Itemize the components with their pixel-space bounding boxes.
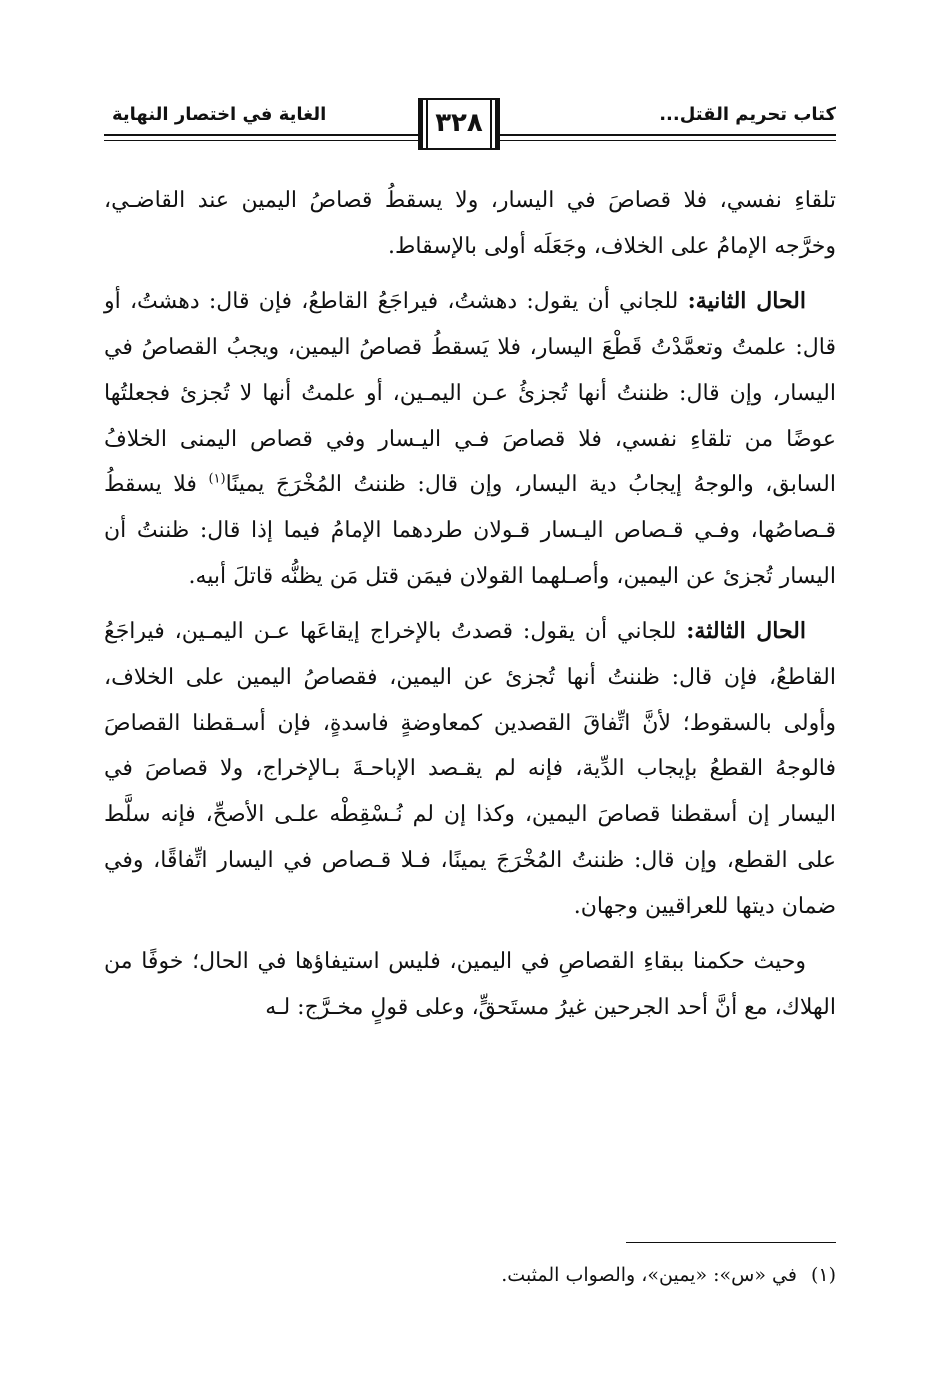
main-text <box>104 178 836 1041</box>
paragraph-text-continued: فلا يسقطُ قـصاصُها، وفـي قـصاص اليـسار قـولان طردهما الإمامُ فيما إذا قال: ظننتُ أن اليسار تُجزئ عن اليمين، وأصـلهما القولان فيمَن قتل مَن يظنُّه قاتلَ أبيه. <box>104 472 836 589</box>
frame-top-line <box>418 98 500 100</box>
paragraph-third-case <box>104 609 836 929</box>
paragraph-text: للجاني أن يقول: قصدتُ بالإخراج إيقاعَها عـن اليمـين، فيراجَعُ القاطعُ، فإن قال: ظننتُ أنها تُجزئ عن اليمين، فقصاصُ اليمين على الخلاف، وأولى بالسقوط؛ لأنَّ اتِّفاقَ القصدين كمعاوضةٍ فاسدةٍ، فإن أسـقطنا القصاصَ فالوجهُ القطعُ بإيجاب الدِّية، فإنه لم يقـصد الإباحـةَ بـالإخراج، ولا قصاصَ في اليسار إن أسقطنا قصاصَ اليمين، وكذا إن لم نُـسْقِطْه علـى الأصحِّ، فإنه سلَّط على القطع، وإن قال: ظننتُ المُخْرَجَ يمينًا، فـلا قـصاص في اليسار اتِّفاقًا، وفي ضمان ديتها للعراقيين وجهان. <box>104 619 836 919</box>
footnote-separator <box>626 1242 836 1243</box>
frame-bar-left-inner <box>426 98 428 150</box>
footnote-text: في «س»: «يمين»، والصواب المثبت. <box>501 1264 797 1286</box>
footnote-number: (١) <box>810 1264 836 1286</box>
frame-bar-left-outer <box>418 98 423 150</box>
frame-bar-right-inner <box>490 98 492 150</box>
running-header-book-title: الغاية في اختصار النهاية <box>112 104 327 125</box>
frame-bar-right-outer <box>495 98 500 150</box>
frame-bottom-line <box>418 148 500 150</box>
running-header-chapter-title: كتاب تحريم القتل... <box>659 104 836 125</box>
page-number-frame <box>418 98 500 150</box>
paragraph-heading: الحال الثانية: <box>687 288 806 315</box>
footnote-reference[interactable]: (١) <box>208 471 226 487</box>
page-number: ٣٢٨ <box>435 108 483 138</box>
footnote <box>104 1262 836 1288</box>
paragraph-heading: الحال الثالثة: <box>686 618 806 645</box>
paragraph-text: تلقاءِ نفسي، فلا قصاصَ في اليسار، ولا يسقطُ قصاصُ اليمين عند القاضـي، وخرَّجه الإمامُ على الخلاف، وجَعَلَه أولى بالإسقاط. <box>104 188 836 259</box>
paragraph-text: وحيث حكمنا ببقاءِ القصاصِ في اليمين، فليس استيفاؤها في الحال؛ خوفًا من الهلاك، مع أنَّ أحد الجرحين غيرُ مستَحقٍّ، وعلى قولٍ مخـرَّج: لـه <box>104 949 836 1020</box>
paragraph-closing <box>104 939 836 1030</box>
paragraph-text: للجاني أن يقول: دهشتُ، فيراجَعُ القاطعُ، فإن قال: دهشتُ، أو قال: علمتُ وتعمَّدْتُ قَطْعَ اليسار، فلا يَسقطُ قصاصُ اليمين، ويجبُ القصاصُ في اليسار، وإن قال: ظننتُ أنها تُجزئُ عـن اليمـين، أو علمتُ أنها لا تُجزئ فجعلتُها عوضًا من تلقاءِ نفسي، فلا قصاصَ فـي اليـسار وفي قصاص اليمنى الخلافُ السابق، والوجهُ إيجابُ دية اليسار، وإن قال: ظننتُ المُخْرَجَ يمينًا <box>104 289 836 498</box>
paragraph-continuation <box>104 178 836 269</box>
paragraph-second-case <box>104 279 836 599</box>
